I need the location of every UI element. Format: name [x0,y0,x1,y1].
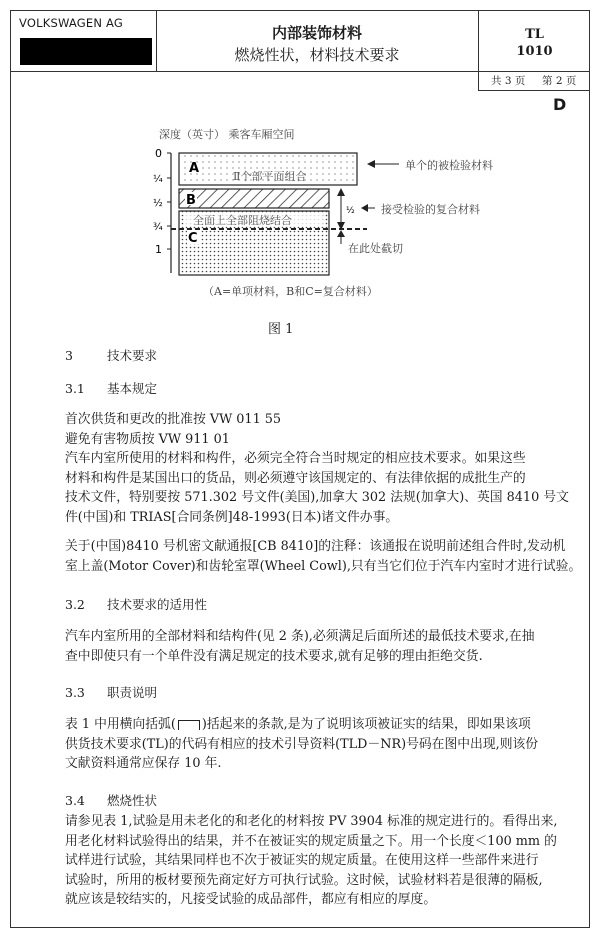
revision-letter: D [553,95,567,114]
section-title: 技术要求的适用性 [107,597,208,612]
layer-b-label: B [186,193,196,208]
section-title: 职责说明 [107,685,158,700]
section-3-2-heading [65,595,207,613]
tick-label-half: ½ [153,198,163,209]
layer-c-label: C [188,231,198,246]
redaction-bar [20,38,152,65]
text-line: 文献资料通常应保存 10 年. [65,756,222,771]
layer-b [179,189,329,208]
arrow-3-label: 在此处截切 [348,242,403,255]
text-line: 试验时，所用的板材要预先商定好方可执行试验。这时候，试验材料若是很薄的隔板, [65,872,543,888]
text-line: 技术文件，特别要按 571.302 号文件(美国),加拿大 302 法规(加拿大)、英国 8410 号文 [65,490,569,505]
paragraph-responsibility [65,715,585,774]
section-number: 3.4 [65,793,85,808]
section-title: 技术要求 [107,348,158,363]
arrow-2-head [361,204,368,212]
text-fragment: 表 1 中用横向括弧( [65,717,176,732]
doc-code: TL [525,27,544,42]
half-mark: ½ [346,206,355,216]
document-page [10,10,590,928]
paragraph-basic-rules [65,410,585,527]
figure-1-diagram [141,118,521,303]
layer-a-label: A [189,161,200,176]
text-line: 材料和构件是某国出口的货品，则必须遵守该国规定的、有法律依据的成批生产的 [65,470,526,486]
tick-label-0: 0 [155,147,162,160]
section-number: 3 [65,348,73,363]
document-title: 内部装饰材料 [271,24,362,42]
text-line: 请参见表 1,试验是用未老化的和老化的材料按 PV 3904 标准的规定进行的。看得出来, [65,814,558,829]
tick-label-1: 1 [155,243,162,256]
arrow-1-label: 单个的被检验材料 [405,159,493,172]
paragraph-applicability [65,627,585,666]
section-3-3-heading [65,683,157,701]
section-3-1-heading [65,379,157,397]
paragraph-cb8410-note [65,537,585,576]
total-pages: 共 3 页 [491,75,526,87]
arrow-2-label: 接受检验的复合材料 [381,203,480,216]
layer-bc-text: 全面上全部阻烧结合 [193,214,292,227]
section-number: 3.3 [65,685,85,700]
figure-caption: 图 1 [268,322,294,337]
section-3-4-heading [65,791,157,809]
text-line: 汽车内室所使用的材料和构件，必须完全符合当时规定的相应技术要求。如果这些 [65,451,526,466]
text-line: 用老化材料试验得出的结果，并不在被证实的规定质量之下。用一个长度＜100 mm 的 [65,833,557,849]
text-line: 查中即使只有一个单件没有满足规定的技术要求,就有足够的理由拒绝交货. [65,648,483,664]
page-indicator [478,71,590,91]
layer-a-text: Ⅱ个部平面组合 [233,170,307,183]
text-line: 首次供货和更改的批准按 VW 011 55 [65,412,282,427]
paragraph-burning-behaviour [65,812,585,910]
section-title: 燃烧性状 [107,793,158,808]
document-subtitle: 燃烧性状，材料技术要求 [234,46,400,64]
arrow-3-head [337,230,345,237]
current-page: 第 2 页 [542,75,577,87]
document-header [11,11,589,72]
section-number: 3.2 [65,597,85,612]
text-line [65,715,585,735]
section-number: 3.1 [65,381,85,396]
tick-label-three-quarter: ¾ [153,222,163,233]
text-line: 室上盖(Motor Cover)和齿轮室罩(Wheel Cowl),只有当它们位于汽车内室时才进行试验。 [65,558,582,574]
bracket-symbol [178,720,200,730]
section-3-heading [65,346,157,364]
figure-legend: （A=单项材料，B和C=复合材料） [203,285,378,298]
company-cell [11,11,157,71]
doc-code-cell [478,11,590,71]
text-line: 避免有害物质按 VW 911 01 [65,431,230,447]
text-line: 就应该是较结实的，凡接受试验的成品部件，都应有相应的厚度。 [65,892,437,907]
figure-top-label: 深度（英寸） 乘客车厢空间 [159,128,295,141]
section-title: 基本规定 [107,381,158,396]
text-line: 关于(中国)8410 号机密文献通报[CB 8410]的注释：该通报在说明前述组合件时,发动机 [65,539,566,554]
bracket-top-head [337,188,345,196]
text-fragment: )括起来的条款,是为了说明该项被证实的结果，即如果该项 [201,717,531,732]
tick-label-quarter: ¼ [153,174,163,185]
text-line: 供货技术要求(TL)的代码有相应的技术引导资料(TLD－NR)号码在图中出现,则该份 [65,736,539,752]
text-line: 试样进行试验，其结果同样也不次于被证实的规定质量。在使用这样一些部件来进行 [65,853,539,868]
company-name: VOLKSWAGEN AG [19,16,123,30]
doc-number: 1010 [516,44,553,59]
arrow-1-head [367,160,375,168]
text-line: 汽车内室所用的全部材料和结构件(见 2 条),必须满足后面所述的最低技术要求,在抽 [65,629,535,644]
text-line: 件(中国)和 TRIAS[合同条例]48-1993(日本)诸文件办事。 [65,509,399,525]
